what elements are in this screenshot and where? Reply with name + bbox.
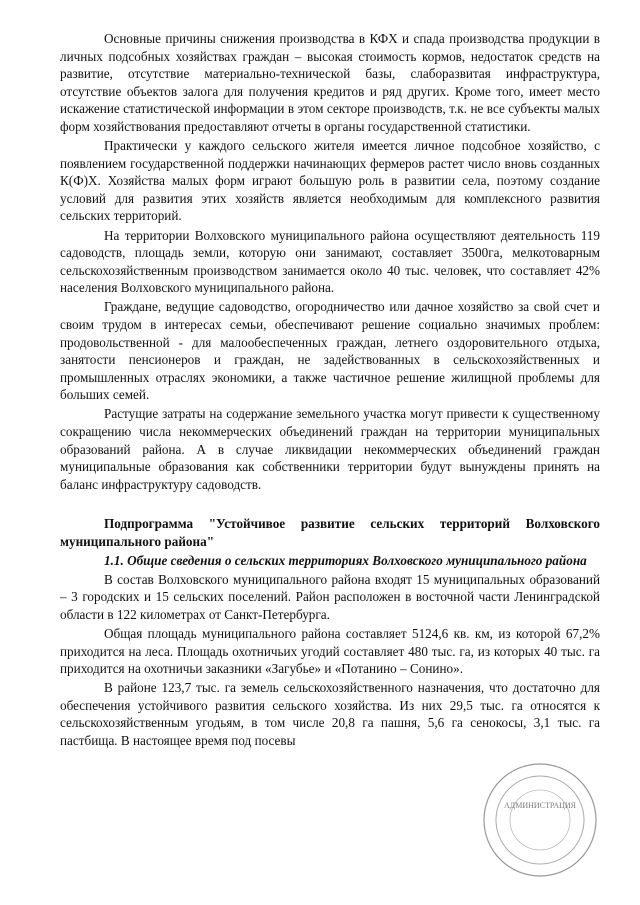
official-stamp xyxy=(480,760,600,880)
stamp-text: АДМИНИСТРАЦИЯ xyxy=(504,801,576,810)
paragraph-5: Растущие затраты на содержание земельного участка могут привести к существенному сокращению числа некоммерческих объединений граждан на территории муниципальных образований района. А в случае ликвидации некоммерческих объединений граждан муниципальные образования как собственники территории будут вынуждены принять на баланс инфраструктуру садоводств. xyxy=(60,406,600,492)
section-paragraph-1: В состав Волховского муниципального района входят 15 муниципальных образований – 3 городских и 15 сельских поселений. Район расположен в восточной части Ленинградской области в 122 километрах от Санкт-Петербурга. xyxy=(60,571,600,622)
paragraph-1: Основные причины снижения производства в КФХ и спада производства продукции в личных подсобных хозяйствах граждан – высокая стоимость кормов, недостаток средств на развитие, отсутствие материально-технической базы, слаборазвитая инфраструктура, отсутствие объектов залога для получения кредитов и ряд других. Кроме того, имеет место искажение статистической информации в этом секторе производств, т.к. не все субъекты малых форм хозяйствования предоставляют отчеты в органы государственной статистики. xyxy=(60,31,600,134)
paragraph-2: Практически у каждого сельского жителя имеется личное подсобное хозяйство, с появлением государственной поддержки начинающих фермеров растет число вновь созданных К(Ф)Х. Хозяйства малых форм играют большую роль в развитии села, поэтому создание условий для развития этих хозяйств является необходимым для комплексного развития сельских территорий. xyxy=(60,138,600,224)
paragraph-4: Граждане, ведущие садоводство, огородничество или дачное хозяйство за свой счет и своим трудом в интересах семьи, обеспечивают решение социально значимых проблем: продовольственной - для малообеспеченных граждан, летнего оздоровительного отдыха, занятости пенсионеров и граждан, не задействованных в сельскохозяйственных и промышленных отраслях экономики, а также частичное решение жилищной проблемы для больших семей. xyxy=(60,299,600,403)
document-page xyxy=(60,30,600,751)
paragraph-3: На территории Волховского муниципального района осуществляют деятельность 119 садоводств, площадь земли, которую они занимают, составляет 3500га, мелкотоварным сельскохозяйственным производством занимается около 40 тыс. человек, что составляет 42% населения Волховского муниципального района. xyxy=(60,227,600,296)
section-paragraph-2: Общая площадь муниципального района составляет 5124,6 кв. км, из которой 67,2% приходится на леса. Площадь охотничьих угодий составляет 480 тыс. га, из которых 40 тыс. га приходится на охотничьи заказники «Загубье» и «Потанино – Сонино». xyxy=(60,626,600,677)
subprogram-heading: Подпрограмма "Устойчивое развитие сельских территорий Волховского муниципального района" xyxy=(60,515,600,549)
section-subheading: 1.1. Общие сведения о сельских территориях Волховского муниципального района xyxy=(104,552,587,568)
section-paragraph-3: В районе 123,7 тыс. га земель сельскохозяйственного назначения, что достаточно для обеспечения устойчивого развития сельского хозяйства. Из них 29,5 тыс. га относятся к сельскохозяйственным угодьям, в том числе 20,8 га пашня, 5,6 га сенокосы, 3,1 тыс. га пастбища. В настоящее время под посевы xyxy=(60,680,600,749)
section-spacer xyxy=(60,495,600,515)
